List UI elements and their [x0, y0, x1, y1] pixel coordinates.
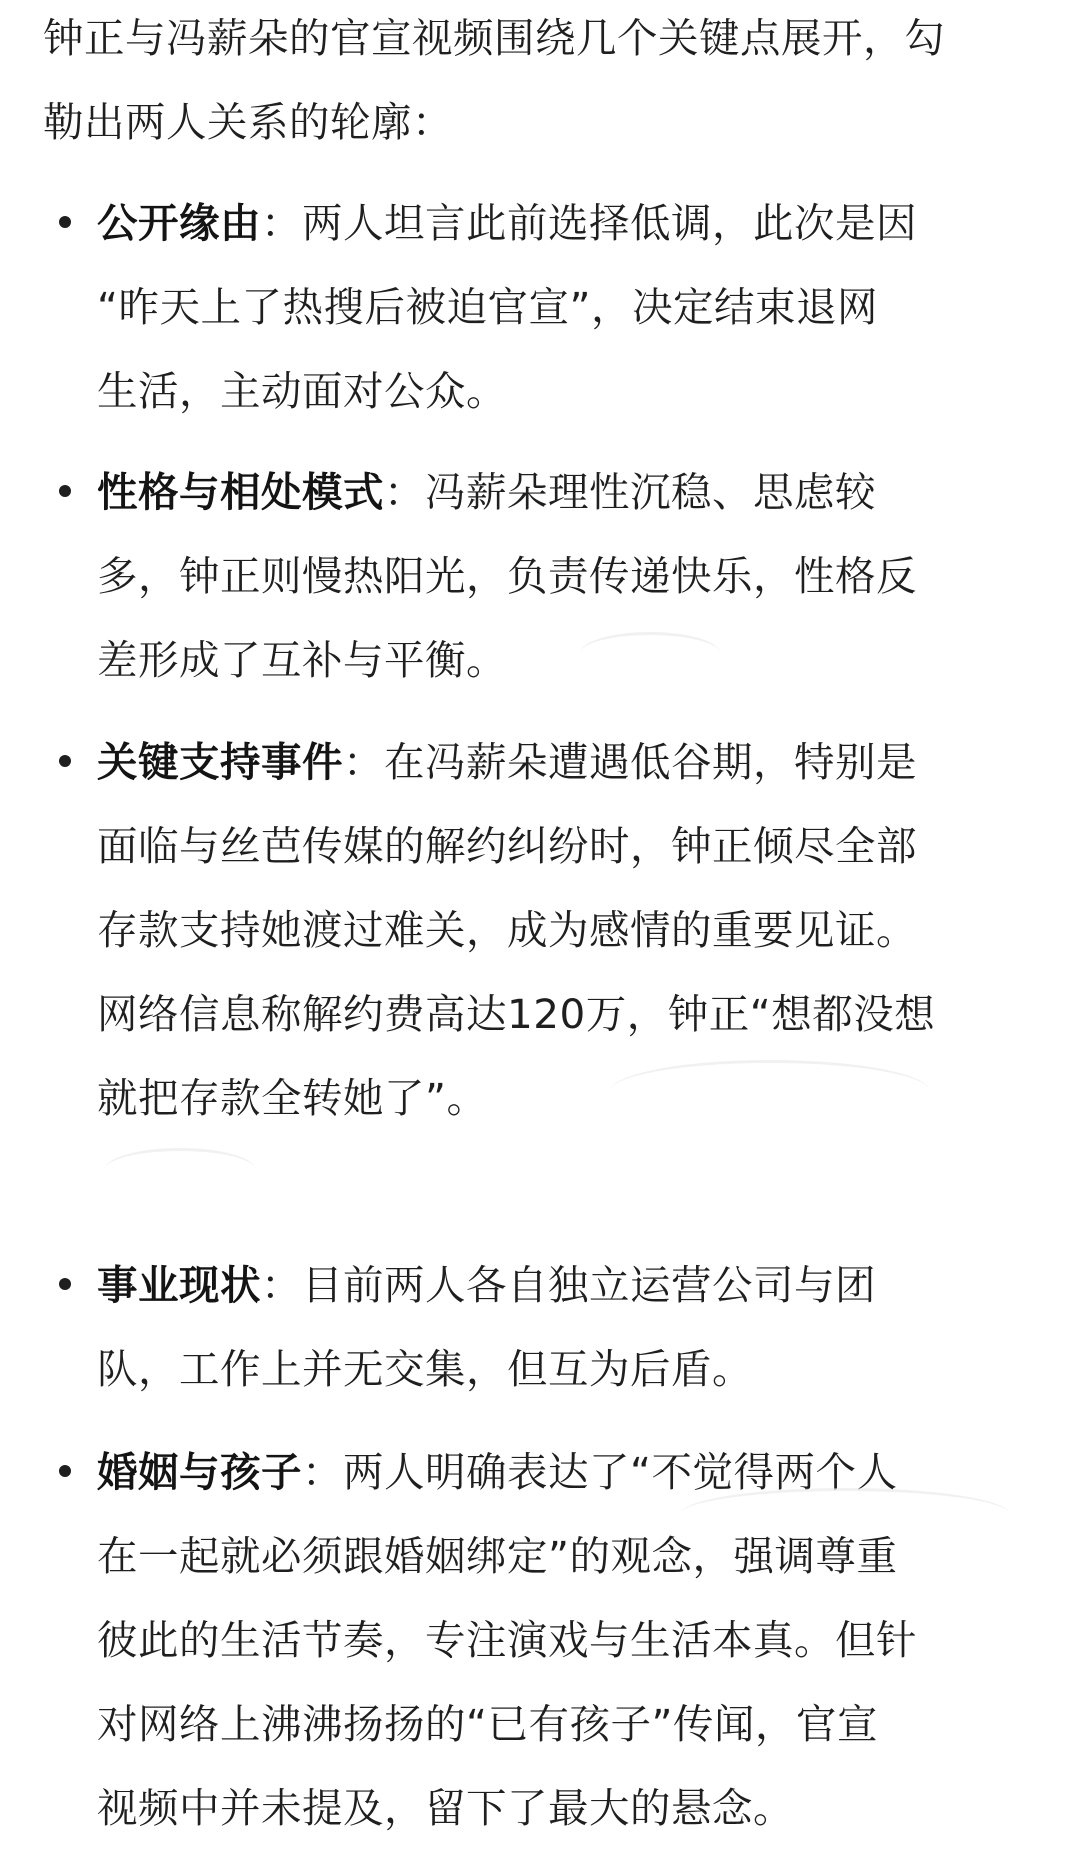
faint-artifact-mark: [105, 1148, 255, 1191]
list-item-line: 两人坦言此前选择低调，此次是因: [302, 199, 917, 247]
list-item-title: 关键支持事件: [97, 738, 343, 786]
list-item-title: 性格与相处模式: [97, 468, 384, 516]
intro-line-1: 钟正与冯薪朵的官宣视频围绕几个关键点展开，勾: [43, 14, 945, 62]
list-item-line: 生活，主动面对公众。: [97, 367, 507, 415]
list-item-line: 网络信息称解约费高达120万，钟正“想都没想: [97, 990, 936, 1038]
list-item-text: [97, 450, 917, 702]
bullet-dot-icon: [59, 216, 71, 228]
list-item-line: 差形成了互补与平衡。: [97, 636, 507, 684]
list-item-line: “昨天上了热搜后被迫官宣”，决定结束退网: [97, 283, 878, 331]
list-item-colon: ：: [261, 1261, 302, 1309]
list-item-line: 存款支持她渡过难关，成为感情的重要见证。: [97, 906, 917, 954]
list-item-line: 冯薪朵理性沉稳、思虑较: [425, 468, 876, 516]
bullet-dot-icon: [59, 1465, 71, 1477]
list-item-line: 就把存款全转她了”。: [97, 1074, 488, 1122]
list-item-colon: ：: [384, 468, 425, 516]
list-item-title: 公开缘由: [97, 199, 261, 247]
list-item-line: 多，钟正则慢热阳光，负责传递快乐，性格反: [97, 552, 917, 600]
list-item-title: 事业现状: [97, 1261, 261, 1309]
list-item-colon: ：: [261, 199, 302, 247]
intro-line-2: 勒出两人关系的轮廓：: [43, 98, 453, 146]
list-item-line: 目前两人各自独立运营公司与团: [302, 1261, 876, 1309]
list-item-title: 婚姻与孩子: [97, 1448, 302, 1496]
list-item-line: 两人明确表达了“不觉得两个人: [343, 1448, 898, 1496]
bullet-dot-icon: [59, 485, 71, 497]
faint-artifact-mark: [680, 1488, 1010, 1541]
list-item-line: 彼此的生活节奏，专注演戏与生活本真。但针: [97, 1616, 917, 1664]
list-item-colon: ：: [343, 738, 384, 786]
list-item-line: 面临与丝芭传媒的解约纠纷时，钟正倾尽全部: [97, 822, 917, 870]
intro-paragraph: [43, 0, 1043, 164]
bullet-dot-icon: [59, 755, 71, 767]
list-item-line: 在冯薪朵遭遇低谷期，特别是: [384, 738, 917, 786]
faint-artifact-mark: [610, 1060, 930, 1123]
list-item-line: 对网络上沸沸扬扬的“已有孩子”传闻，官宣: [97, 1700, 878, 1748]
list-item-text: [97, 181, 917, 433]
list-item-line: 在一起就必须跟婚姻绑定”的观念，强调尊重: [97, 1532, 898, 1580]
list-item-text: [97, 1243, 876, 1411]
list-item-line: 视频中并未提及，留下了最大的悬念。: [97, 1784, 794, 1832]
faint-artifact-mark: [580, 632, 720, 675]
list-item-line: 队，工作上并无交集，但互为后盾。: [97, 1345, 753, 1393]
list-item-colon: ：: [302, 1448, 343, 1496]
bullet-dot-icon: [59, 1278, 71, 1290]
